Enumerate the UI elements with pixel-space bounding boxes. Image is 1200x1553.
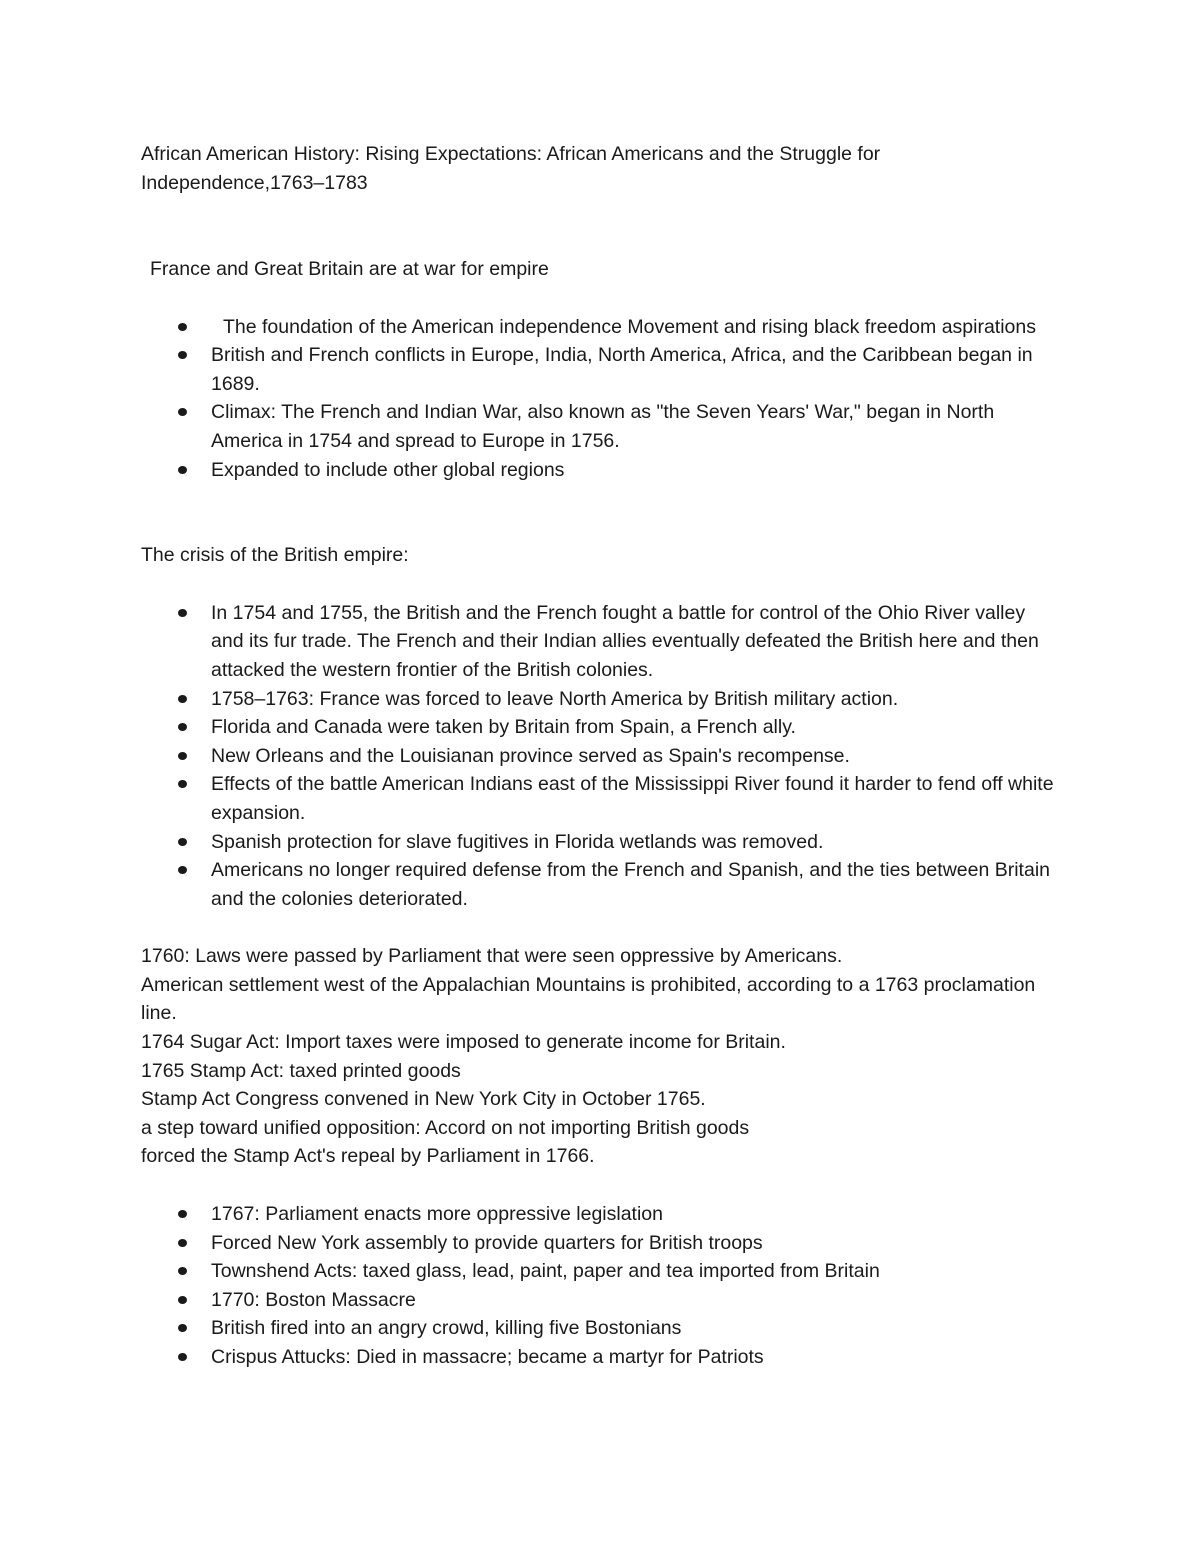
list-item: [141, 1343, 1061, 1372]
list-item-text: 1770: Boston Massacre: [211, 1288, 416, 1311]
list-item-text: 1758–1763: France was forced to leave North America by British military action.: [211, 687, 899, 710]
list-item: [141, 398, 1061, 455]
spacer: [141, 1171, 1061, 1200]
list-item: [141, 770, 1061, 827]
bullet-list-crisis: [141, 599, 1061, 914]
bullet-icon: [178, 351, 187, 359]
bullet-icon: [178, 1239, 187, 1247]
list-item-text: Forced New York assembly to provide quarters for British troops: [211, 1231, 763, 1254]
bullet-icon: [178, 695, 187, 703]
spacer: [141, 284, 1061, 313]
list-item-text: Climax: The French and Indian War, also known as "the Seven Years' War," began in North America in 1754 and spread to Europe in 1756.: [211, 401, 995, 452]
list-item: [141, 685, 1061, 714]
spacer: [141, 570, 1061, 599]
list-item-text: Expanded to include other global regions: [211, 458, 565, 481]
paragraph-line: American settlement west of the Appalachian Mountains is prohibited, according to a 1763 proclamation line.: [141, 973, 1036, 1025]
list-item: [141, 742, 1061, 771]
paragraph-line: forced the Stamp Act's repeal by Parliament in 1766.: [141, 1145, 595, 1168]
paragraph-line: a step toward unified opposition: Accord on not importing British goods: [141, 1116, 750, 1139]
bullet-list-war-for-empire: [141, 313, 1061, 485]
bullet-icon: [178, 609, 187, 617]
paragraph-line: 1760: Laws were passed by Parliament that were seen oppressive by Americans.: [141, 945, 843, 968]
list-item: [141, 1200, 1061, 1229]
list-item: [141, 456, 1061, 485]
list-item: [141, 1229, 1061, 1258]
list-item-text: New Orleans and the Louisianan province served as Spain's recompense.: [211, 744, 850, 767]
document-body: [141, 140, 1061, 1372]
list-item-text: Spanish protection for slave fugitives in Florida wetlands was removed.: [211, 830, 824, 853]
list-item: [141, 856, 1061, 913]
paragraph-line: Stamp Act Congress convened in New York City in October 1765.: [141, 1088, 706, 1111]
bullet-icon: [178, 866, 187, 874]
list-item-text: Effects of the battle American Indians east of the Mississippi River found it harder to fend off white expansion.: [211, 773, 1054, 824]
list-item: [141, 313, 1061, 342]
list-item: [141, 1314, 1061, 1343]
bullet-icon: [178, 323, 187, 331]
list-item-text: In 1754 and 1755, the British and the French fought a battle for control of the Ohio River valley and its fur trade. The French and their Indian allies eventually defeated the British here and then attacked the western frontier of the British colonies.: [211, 601, 1039, 681]
list-item: [141, 341, 1061, 398]
paragraph-line: 1764 Sugar Act: Import taxes were imposed to generate income for Britain.: [141, 1031, 786, 1054]
list-item-text: 1767: Parliament enacts more oppressive legislation: [211, 1203, 663, 1226]
bullet-icon: [178, 1353, 187, 1361]
list-item-text: The foundation of the American independence Movement and rising black freedom aspirations: [223, 315, 1036, 338]
list-item-text: Florida and Canada were taken by Britain from Spain, a French ally.: [211, 716, 796, 739]
list-item: [141, 713, 1061, 742]
paragraph-line: 1765 Stamp Act: taxed printed goods: [141, 1059, 461, 1082]
spacer: [141, 913, 1061, 942]
list-item-text: Americans no longer required defense from the French and Spanish, and the ties between Britain and the colonies deteriorated.: [211, 859, 1050, 910]
bullet-icon: [178, 1324, 187, 1332]
bullet-icon: [178, 408, 187, 416]
list-item-text: Townshend Acts: taxed glass, lead, paint, paper and tea imported from Britain: [211, 1260, 880, 1283]
list-item: [141, 1257, 1061, 1286]
spacer: [141, 198, 1061, 255]
section-heading-war-for-empire: France and Great Britain are at war for empire: [150, 258, 549, 280]
list-item-text: British and French conflicts in Europe, India, North America, Africa, and the Caribbean began in 1689.: [211, 344, 1033, 395]
list-item-text: British fired into an angry crowd, killing five Bostonians: [211, 1317, 682, 1340]
bullet-list-oppressive-legislation: [141, 1200, 1061, 1372]
bullet-icon: [178, 1210, 187, 1218]
paragraph-parliament-laws: [141, 942, 1061, 1171]
list-item: [141, 599, 1061, 685]
bullet-icon: [178, 838, 187, 846]
spacer: [141, 484, 1061, 541]
section-heading-crisis: The crisis of the British empire:: [141, 544, 409, 567]
bullet-icon: [178, 780, 187, 788]
list-item: [141, 828, 1061, 857]
list-item: [141, 1286, 1061, 1315]
list-item-text: Crispus Attucks: Died in massacre; became a martyr for Patriots: [211, 1346, 764, 1368]
bullet-icon: [178, 723, 187, 731]
bullet-icon: [178, 752, 187, 760]
bullet-icon: [178, 1296, 187, 1304]
document-title: African American History: Rising Expectations: African Americans and the Struggle for Independence,1763–1783: [141, 143, 881, 194]
bullet-icon: [178, 466, 187, 474]
bullet-icon: [178, 1267, 187, 1275]
